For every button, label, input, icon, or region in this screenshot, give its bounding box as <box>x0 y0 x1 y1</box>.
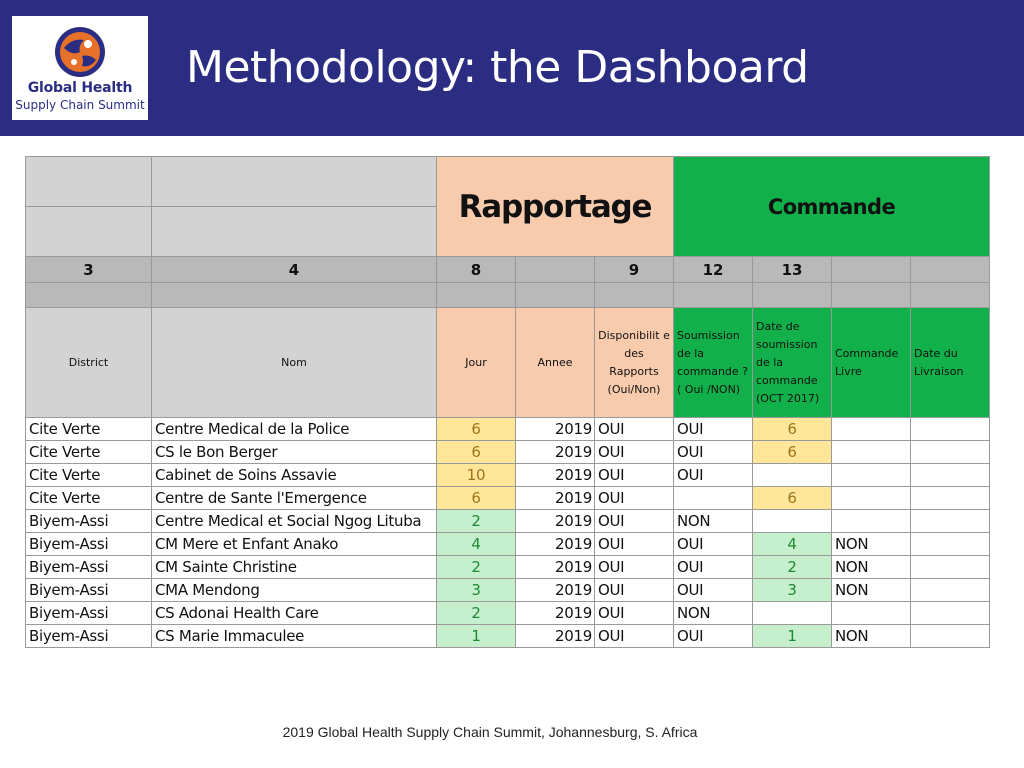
logo-text-secondary: Supply Chain Summit <box>15 98 145 112</box>
column-header-district: District <box>26 308 152 418</box>
blank-cell <box>911 283 990 308</box>
column-header-commande-livre: Commande Livre <box>832 308 911 418</box>
cell-annee: 2019 <box>516 441 595 464</box>
blank-cell <box>26 157 152 207</box>
table-row <box>26 464 990 487</box>
blank-cell <box>437 283 516 308</box>
column-header-nom: Nom <box>152 308 437 418</box>
cell-date-livraison <box>911 510 990 533</box>
cell-date-soumission: 1 <box>753 625 832 648</box>
blank-cell <box>152 157 437 207</box>
cell-annee: 2019 <box>516 418 595 441</box>
table-row <box>26 556 990 579</box>
column-header-date-livraison: Date du Livraison <box>911 308 990 418</box>
column-number: 3 <box>26 257 152 283</box>
cell-commande-livre <box>832 602 911 625</box>
table-row <box>26 487 990 510</box>
cell-date-soumission: 6 <box>753 418 832 441</box>
cell-nom: CM Mere et Enfant Anako <box>152 533 437 556</box>
cell-nom: CMA Mendong <box>152 579 437 602</box>
cell-jour: 2 <box>437 602 516 625</box>
cell-soumission: OUI <box>674 556 753 579</box>
cell-date-livraison <box>911 487 990 510</box>
cell-annee: 2019 <box>516 602 595 625</box>
column-header-soumission: Soumission de la commande ?( Oui /NON) <box>674 308 753 418</box>
cell-annee: 2019 <box>516 510 595 533</box>
cell-disponibilite: OUI <box>595 579 674 602</box>
cell-date-livraison <box>911 579 990 602</box>
cell-nom: Cabinet de Soins Assavie <box>152 464 437 487</box>
column-header-date-soumission: Date de soumission de la commande (OCT 2017) <box>753 308 832 418</box>
cell-date-livraison <box>911 464 990 487</box>
blank-cell <box>152 283 437 308</box>
cell-commande-livre: NON <box>832 533 911 556</box>
cell-nom: CS Marie Immaculee <box>152 625 437 648</box>
column-number: 4 <box>152 257 437 283</box>
title-banner <box>0 0 1024 136</box>
cell-date-livraison <box>911 602 990 625</box>
cell-date-soumission <box>753 602 832 625</box>
blank-cell <box>753 283 832 308</box>
cell-nom: Centre Medical de la Police <box>152 418 437 441</box>
cell-nom: CS Adonai Health Care <box>152 602 437 625</box>
cell-soumission: OUI <box>674 533 753 556</box>
column-header-annee: Annee <box>516 308 595 418</box>
cell-district: Cite Verte <box>26 418 152 441</box>
cell-commande-livre: NON <box>832 556 911 579</box>
cell-date-soumission: 4 <box>753 533 832 556</box>
cell-disponibilite: OUI <box>595 533 674 556</box>
cell-date-livraison <box>911 556 990 579</box>
column-number: 12 <box>674 257 753 283</box>
blank-cell <box>516 283 595 308</box>
cell-commande-livre <box>832 464 911 487</box>
cell-disponibilite: OUI <box>595 510 674 533</box>
cell-commande-livre <box>832 418 911 441</box>
section-header-rapportage: Rapportage <box>437 157 674 257</box>
cell-annee: 2019 <box>516 579 595 602</box>
cell-nom: CM Sainte Christine <box>152 556 437 579</box>
cell-district: Cite Verte <box>26 487 152 510</box>
cell-district: Biyem-Assi <box>26 625 152 648</box>
table-row <box>26 625 990 648</box>
summit-logo <box>12 16 148 120</box>
cell-jour: 3 <box>437 579 516 602</box>
cell-date-livraison <box>911 441 990 464</box>
table-row <box>26 533 990 556</box>
cell-disponibilite: OUI <box>595 464 674 487</box>
column-number: 8 <box>437 257 516 283</box>
column-header-disponibilite: Disponibilit e des Rapports (Oui/Non) <box>595 308 674 418</box>
cell-soumission: OUI <box>674 625 753 648</box>
cell-jour: 6 <box>437 418 516 441</box>
section-header-commande: Commande <box>674 157 990 257</box>
cell-annee: 2019 <box>516 487 595 510</box>
cell-date-soumission: 3 <box>753 579 832 602</box>
globe-logo-icon <box>54 26 106 78</box>
cell-disponibilite: OUI <box>595 441 674 464</box>
dashboard-table <box>25 156 990 648</box>
cell-jour: 1 <box>437 625 516 648</box>
cell-soumission <box>674 487 753 510</box>
cell-disponibilite: OUI <box>595 556 674 579</box>
cell-district: Biyem-Assi <box>26 533 152 556</box>
cell-annee: 2019 <box>516 556 595 579</box>
column-header-row <box>26 308 990 418</box>
cell-date-soumission <box>753 510 832 533</box>
blank-cell <box>832 283 911 308</box>
cell-annee: 2019 <box>516 625 595 648</box>
cell-commande-livre <box>832 487 911 510</box>
slide-footer: 2019 Global Health Supply Chain Summit, Johannesburg, S. Africa <box>282 724 698 740</box>
cell-district: Cite Verte <box>26 441 152 464</box>
column-header-jour: Jour <box>437 308 516 418</box>
cell-soumission: OUI <box>674 579 753 602</box>
cell-date-soumission: 2 <box>753 556 832 579</box>
cell-annee: 2019 <box>516 533 595 556</box>
cell-soumission: OUI <box>674 464 753 487</box>
cell-commande-livre: NON <box>832 579 911 602</box>
column-number: 9 <box>595 257 674 283</box>
cell-commande-livre <box>832 510 911 533</box>
cell-jour: 10 <box>437 464 516 487</box>
blank-cell <box>595 283 674 308</box>
cell-district: Biyem-Assi <box>26 579 152 602</box>
blank-cell <box>26 283 152 308</box>
cell-soumission: OUI <box>674 418 753 441</box>
cell-date-livraison <box>911 533 990 556</box>
column-number-row <box>26 257 990 283</box>
blank-cell <box>152 207 437 257</box>
table-row <box>26 418 990 441</box>
cell-nom: CS le Bon Berger <box>152 441 437 464</box>
column-number <box>911 257 990 283</box>
table-row <box>26 579 990 602</box>
table-row <box>26 441 990 464</box>
cell-disponibilite: OUI <box>595 487 674 510</box>
logo-text-primary: Global Health <box>27 80 133 96</box>
cell-soumission: NON <box>674 602 753 625</box>
slide-title: Methodology: the Dashboard <box>186 42 809 93</box>
cell-date-livraison <box>911 625 990 648</box>
cell-disponibilite: OUI <box>595 418 674 441</box>
cell-date-livraison <box>911 418 990 441</box>
cell-disponibilite: OUI <box>595 602 674 625</box>
column-number: 13 <box>753 257 832 283</box>
blank-cell <box>674 283 753 308</box>
cell-soumission: NON <box>674 510 753 533</box>
cell-district: Cite Verte <box>26 464 152 487</box>
cell-date-soumission: 6 <box>753 441 832 464</box>
table-row <box>26 602 990 625</box>
blank-cell <box>26 207 152 257</box>
cell-commande-livre: NON <box>832 625 911 648</box>
cell-jour: 6 <box>437 487 516 510</box>
cell-jour: 2 <box>437 556 516 579</box>
cell-nom: Centre Medical et Social Ngog Lituba <box>152 510 437 533</box>
cell-jour: 2 <box>437 510 516 533</box>
cell-date-soumission: 6 <box>753 487 832 510</box>
cell-jour: 6 <box>437 441 516 464</box>
cell-commande-livre <box>832 441 911 464</box>
cell-disponibilite: OUI <box>595 625 674 648</box>
cell-soumission: OUI <box>674 441 753 464</box>
cell-jour: 4 <box>437 533 516 556</box>
cell-date-soumission <box>753 464 832 487</box>
cell-district: Biyem-Assi <box>26 510 152 533</box>
table-row <box>26 510 990 533</box>
column-number <box>516 257 595 283</box>
cell-district: Biyem-Assi <box>26 602 152 625</box>
column-number <box>832 257 911 283</box>
cell-district: Biyem-Assi <box>26 556 152 579</box>
cell-annee: 2019 <box>516 464 595 487</box>
cell-nom: Centre de Sante l'Emergence <box>152 487 437 510</box>
